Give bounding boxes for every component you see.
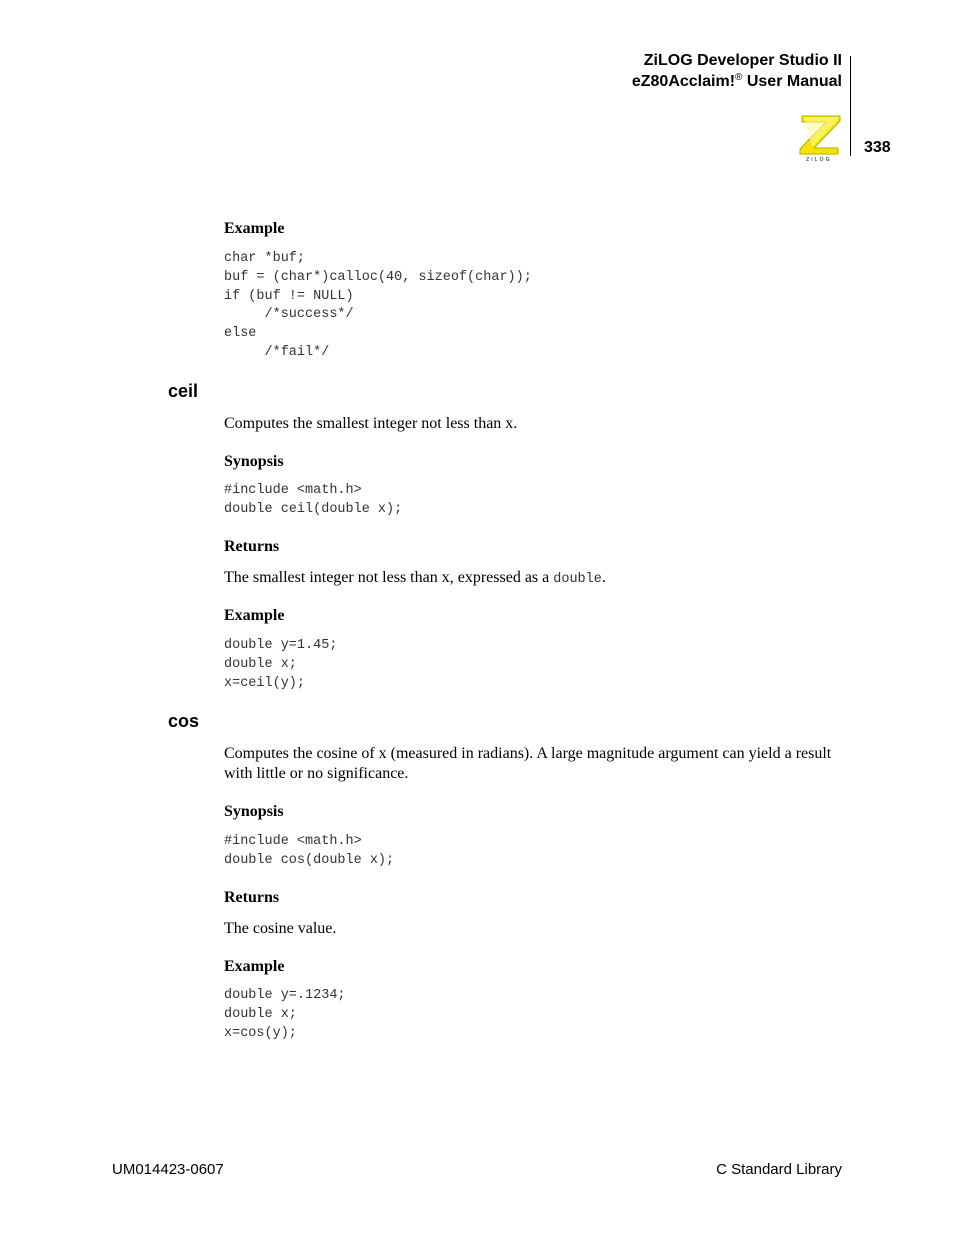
top-example-code: char *buf; buf = (char*)calloc(40, sizeof(char)); if (buf != NULL) /*success*/ else /*fail*/ xyxy=(224,251,532,360)
ceil-section-title: ceil xyxy=(168,381,199,401)
registered-mark: ® xyxy=(735,72,743,83)
ceil-synopsis-heading: Synopsis xyxy=(224,453,284,470)
cos-example-heading: Example xyxy=(224,958,285,975)
header-product-name: eZ80Acclaim! xyxy=(631,73,736,90)
ceil-returns-text xyxy=(224,568,844,590)
header-title-line2 xyxy=(632,72,842,91)
header-manual-label: User Manual xyxy=(742,73,842,90)
cos-example-code: double y=.1234; double x; x=cos(y); xyxy=(224,988,346,1041)
ceil-example-code: double y=1.45; double x; x=ceil(y); xyxy=(224,638,338,691)
cos-returns-heading: Returns xyxy=(224,889,280,906)
footer-doc-id: UM014423-0607 xyxy=(112,1161,224,1178)
zilog-logo-icon xyxy=(796,114,842,162)
cos-section-title: cos xyxy=(168,711,200,731)
ceil-description: Computes the smallest integer not less than x. xyxy=(224,415,518,432)
ceil-returns-text-after: . xyxy=(601,569,606,586)
cos-synopsis-heading: Synopsis xyxy=(224,803,284,820)
ceil-returns-inline-code: double xyxy=(553,572,602,587)
logo-text: ZiLOG xyxy=(806,157,832,162)
top-example-heading: Example xyxy=(224,220,285,237)
page-number: 338 xyxy=(864,139,891,156)
ceil-returns-heading: Returns xyxy=(224,538,280,555)
cos-description: Computes the cosine of x (measured in radians). A large magnitude argument can yield a result with little or no significance. xyxy=(224,745,832,782)
ceil-returns-text-before: The smallest integer not less than x, expressed as a xyxy=(224,569,554,586)
footer-section-name: C Standard Library xyxy=(716,1161,842,1178)
header-divider xyxy=(850,56,851,156)
ceil-synopsis-code: #include <math.h> double ceil(double x); xyxy=(224,483,403,517)
cos-synopsis-code: #include <math.h> double cos(double x); xyxy=(224,834,395,868)
header-title-line1: ZiLOG Developer Studio II xyxy=(643,52,842,69)
ceil-example-heading: Example xyxy=(224,607,285,624)
cos-returns-text: The cosine value. xyxy=(224,920,337,937)
